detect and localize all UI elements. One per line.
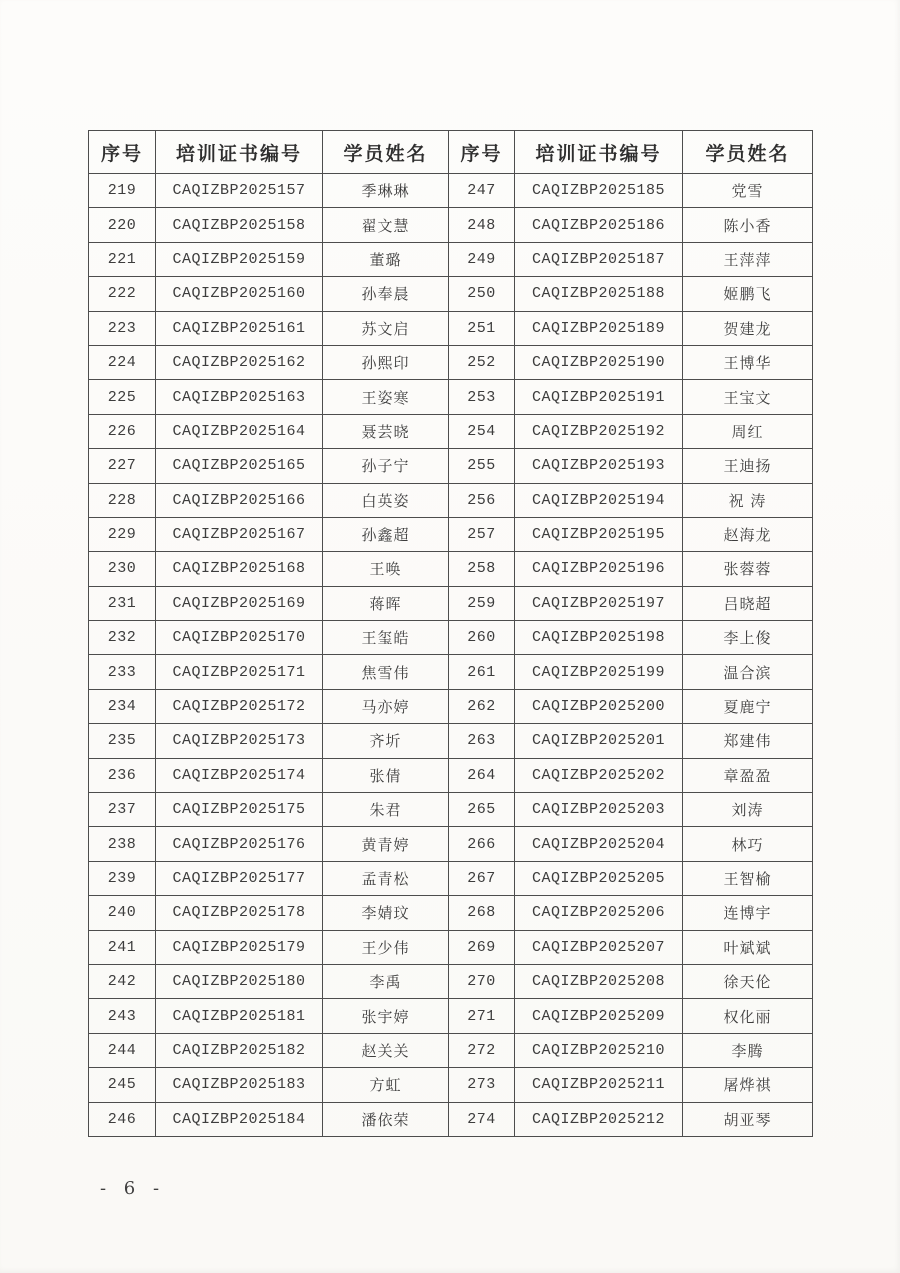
student-name-cell: 胡亚琴 bbox=[683, 1102, 813, 1136]
serial-cell: 238 bbox=[89, 827, 156, 861]
table-row bbox=[89, 827, 813, 861]
cert-number-cell: CAQIZBP2025191 bbox=[515, 380, 683, 414]
student-name-cell: 张蓉蓉 bbox=[683, 552, 813, 586]
cert-number-cell: CAQIZBP2025165 bbox=[156, 449, 323, 483]
cert-number-cell: CAQIZBP2025183 bbox=[156, 1068, 323, 1102]
student-name-cell: 王博华 bbox=[683, 345, 813, 379]
cert-number-cell: CAQIZBP2025194 bbox=[515, 483, 683, 517]
cert-number-cell: CAQIZBP2025171 bbox=[156, 655, 323, 689]
serial-cell: 225 bbox=[89, 380, 156, 414]
serial-cell: 233 bbox=[89, 655, 156, 689]
student-name-cell: 齐圻 bbox=[323, 724, 449, 758]
student-name-cell: 马亦婷 bbox=[323, 689, 449, 723]
serial-cell: 257 bbox=[449, 517, 515, 551]
cert-number-cell: CAQIZBP2025198 bbox=[515, 621, 683, 655]
student-name-cell: 赵海龙 bbox=[683, 517, 813, 551]
table-row bbox=[89, 483, 813, 517]
serial-cell: 253 bbox=[449, 380, 515, 414]
cert-number-cell: CAQIZBP2025206 bbox=[515, 896, 683, 930]
serial-cell: 271 bbox=[449, 999, 515, 1033]
cert-number-cell: CAQIZBP2025172 bbox=[156, 689, 323, 723]
cert-number-cell: CAQIZBP2025189 bbox=[515, 311, 683, 345]
serial-cell: 254 bbox=[449, 414, 515, 448]
cert-number-cell: CAQIZBP2025185 bbox=[515, 174, 683, 208]
student-name-cell: 王宝文 bbox=[683, 380, 813, 414]
table-row bbox=[89, 689, 813, 723]
serial-cell: 258 bbox=[449, 552, 515, 586]
serial-cell: 227 bbox=[89, 449, 156, 483]
serial-cell: 260 bbox=[449, 621, 515, 655]
cert-number-cell: CAQIZBP2025173 bbox=[156, 724, 323, 758]
cert-number-cell: CAQIZBP2025207 bbox=[515, 930, 683, 964]
student-name-cell: 祝 涛 bbox=[683, 483, 813, 517]
serial-cell: 266 bbox=[449, 827, 515, 861]
cert-number-cell: CAQIZBP2025176 bbox=[156, 827, 323, 861]
serial-cell: 237 bbox=[89, 793, 156, 827]
header-cert-right: 培训证书编号 bbox=[515, 131, 683, 174]
table-row bbox=[89, 964, 813, 998]
serial-cell: 250 bbox=[449, 277, 515, 311]
cert-number-cell: CAQIZBP2025200 bbox=[515, 689, 683, 723]
student-name-cell: 王玺皓 bbox=[323, 621, 449, 655]
student-name-cell: 王少伟 bbox=[323, 930, 449, 964]
cert-number-cell: CAQIZBP2025159 bbox=[156, 242, 323, 276]
student-name-cell: 孙子宁 bbox=[323, 449, 449, 483]
serial-cell: 255 bbox=[449, 449, 515, 483]
cert-number-cell: CAQIZBP2025179 bbox=[156, 930, 323, 964]
serial-cell: 232 bbox=[89, 621, 156, 655]
table-row bbox=[89, 242, 813, 276]
serial-cell: 269 bbox=[449, 930, 515, 964]
student-name-cell: 王智榆 bbox=[683, 861, 813, 895]
serial-cell: 226 bbox=[89, 414, 156, 448]
table-row bbox=[89, 896, 813, 930]
student-name-cell: 季琳琳 bbox=[323, 174, 449, 208]
header-name-left: 学员姓名 bbox=[323, 131, 449, 174]
serial-cell: 272 bbox=[449, 1033, 515, 1067]
cert-number-cell: CAQIZBP2025184 bbox=[156, 1102, 323, 1136]
cert-number-cell: CAQIZBP2025167 bbox=[156, 517, 323, 551]
student-name-cell: 王迪扬 bbox=[683, 449, 813, 483]
serial-cell: 263 bbox=[449, 724, 515, 758]
cert-number-cell: CAQIZBP2025177 bbox=[156, 861, 323, 895]
cert-number-cell: CAQIZBP2025158 bbox=[156, 208, 323, 242]
cert-number-cell: CAQIZBP2025182 bbox=[156, 1033, 323, 1067]
student-name-cell: 刘涛 bbox=[683, 793, 813, 827]
cert-number-cell: CAQIZBP2025175 bbox=[156, 793, 323, 827]
serial-cell: 245 bbox=[89, 1068, 156, 1102]
serial-cell: 223 bbox=[89, 311, 156, 345]
student-name-cell: 夏鹿宁 bbox=[683, 689, 813, 723]
table-row bbox=[89, 449, 813, 483]
table-row bbox=[89, 655, 813, 689]
table-row bbox=[89, 311, 813, 345]
cert-number-cell: CAQIZBP2025192 bbox=[515, 414, 683, 448]
student-name-cell: 连博宇 bbox=[683, 896, 813, 930]
table-row bbox=[89, 1068, 813, 1102]
serial-cell: 228 bbox=[89, 483, 156, 517]
serial-cell: 234 bbox=[89, 689, 156, 723]
cert-number-cell: CAQIZBP2025170 bbox=[156, 621, 323, 655]
table-row bbox=[89, 793, 813, 827]
trainee-roster-table bbox=[88, 130, 813, 1137]
table-row bbox=[89, 621, 813, 655]
header-name-right: 学员姓名 bbox=[683, 131, 813, 174]
cert-number-cell: CAQIZBP2025197 bbox=[515, 586, 683, 620]
cert-number-cell: CAQIZBP2025160 bbox=[156, 277, 323, 311]
serial-cell: 247 bbox=[449, 174, 515, 208]
student-name-cell: 黄青婷 bbox=[323, 827, 449, 861]
serial-cell: 262 bbox=[449, 689, 515, 723]
serial-cell: 219 bbox=[89, 174, 156, 208]
student-name-cell: 方虹 bbox=[323, 1068, 449, 1102]
table-row bbox=[89, 345, 813, 379]
serial-cell: 265 bbox=[449, 793, 515, 827]
table-row bbox=[89, 999, 813, 1033]
student-name-cell: 林巧 bbox=[683, 827, 813, 861]
serial-cell: 229 bbox=[89, 517, 156, 551]
student-name-cell: 焦雪伟 bbox=[323, 655, 449, 689]
table-row bbox=[89, 174, 813, 208]
table-row bbox=[89, 586, 813, 620]
cert-number-cell: CAQIZBP2025181 bbox=[156, 999, 323, 1033]
cert-number-cell: CAQIZBP2025163 bbox=[156, 380, 323, 414]
cert-number-cell: CAQIZBP2025204 bbox=[515, 827, 683, 861]
student-name-cell: 孙奉晨 bbox=[323, 277, 449, 311]
cert-number-cell: CAQIZBP2025203 bbox=[515, 793, 683, 827]
serial-cell: 261 bbox=[449, 655, 515, 689]
serial-cell: 268 bbox=[449, 896, 515, 930]
student-name-cell: 王唤 bbox=[323, 552, 449, 586]
serial-cell: 270 bbox=[449, 964, 515, 998]
table-body bbox=[89, 174, 813, 1137]
student-name-cell: 李腾 bbox=[683, 1033, 813, 1067]
serial-cell: 264 bbox=[449, 758, 515, 792]
cert-number-cell: CAQIZBP2025188 bbox=[515, 277, 683, 311]
student-name-cell: 蒋晖 bbox=[323, 586, 449, 620]
cert-number-cell: CAQIZBP2025202 bbox=[515, 758, 683, 792]
serial-cell: 252 bbox=[449, 345, 515, 379]
cert-number-cell: CAQIZBP2025164 bbox=[156, 414, 323, 448]
cert-number-cell: CAQIZBP2025190 bbox=[515, 345, 683, 379]
table-row bbox=[89, 208, 813, 242]
student-name-cell: 朱君 bbox=[323, 793, 449, 827]
student-name-cell: 李上俊 bbox=[683, 621, 813, 655]
student-name-cell: 李婧玟 bbox=[323, 896, 449, 930]
cert-number-cell: CAQIZBP2025211 bbox=[515, 1068, 683, 1102]
serial-cell: 240 bbox=[89, 896, 156, 930]
serial-cell: 244 bbox=[89, 1033, 156, 1067]
cert-number-cell: CAQIZBP2025178 bbox=[156, 896, 323, 930]
student-name-cell: 李禹 bbox=[323, 964, 449, 998]
student-name-cell: 贺建龙 bbox=[683, 311, 813, 345]
cert-number-cell: CAQIZBP2025199 bbox=[515, 655, 683, 689]
serial-cell: 243 bbox=[89, 999, 156, 1033]
cert-number-cell: CAQIZBP2025180 bbox=[156, 964, 323, 998]
header-serial-right: 序号 bbox=[449, 131, 515, 174]
table-row bbox=[89, 930, 813, 964]
student-name-cell: 屠烨祺 bbox=[683, 1068, 813, 1102]
student-name-cell: 温合滨 bbox=[683, 655, 813, 689]
table-row bbox=[89, 380, 813, 414]
serial-cell: 248 bbox=[449, 208, 515, 242]
cert-number-cell: CAQIZBP2025209 bbox=[515, 999, 683, 1033]
student-name-cell: 党雪 bbox=[683, 174, 813, 208]
table-row bbox=[89, 517, 813, 551]
table-row bbox=[89, 1033, 813, 1067]
serial-cell: 222 bbox=[89, 277, 156, 311]
student-name-cell: 聂芸晓 bbox=[323, 414, 449, 448]
cert-number-cell: CAQIZBP2025196 bbox=[515, 552, 683, 586]
cert-number-cell: CAQIZBP2025187 bbox=[515, 242, 683, 276]
serial-cell: 251 bbox=[449, 311, 515, 345]
header-cert-left: 培训证书编号 bbox=[156, 131, 323, 174]
serial-cell: 256 bbox=[449, 483, 515, 517]
student-name-cell: 孙熙印 bbox=[323, 345, 449, 379]
student-name-cell: 周红 bbox=[683, 414, 813, 448]
serial-cell: 224 bbox=[89, 345, 156, 379]
serial-cell: 241 bbox=[89, 930, 156, 964]
student-name-cell: 孙鑫超 bbox=[323, 517, 449, 551]
cert-number-cell: CAQIZBP2025208 bbox=[515, 964, 683, 998]
student-name-cell: 陈小香 bbox=[683, 208, 813, 242]
table-row bbox=[89, 724, 813, 758]
serial-cell: 259 bbox=[449, 586, 515, 620]
student-name-cell: 张宇婷 bbox=[323, 999, 449, 1033]
serial-cell: 220 bbox=[89, 208, 156, 242]
student-name-cell: 姬鹏飞 bbox=[683, 277, 813, 311]
cert-number-cell: CAQIZBP2025210 bbox=[515, 1033, 683, 1067]
student-name-cell: 张倩 bbox=[323, 758, 449, 792]
serial-cell: 221 bbox=[89, 242, 156, 276]
serial-cell: 230 bbox=[89, 552, 156, 586]
cert-number-cell: CAQIZBP2025162 bbox=[156, 345, 323, 379]
table-row bbox=[89, 1102, 813, 1136]
cert-number-cell: CAQIZBP2025195 bbox=[515, 517, 683, 551]
cert-number-cell: CAQIZBP2025193 bbox=[515, 449, 683, 483]
table-row bbox=[89, 414, 813, 448]
serial-cell: 274 bbox=[449, 1102, 515, 1136]
student-name-cell: 翟文慧 bbox=[323, 208, 449, 242]
cert-number-cell: CAQIZBP2025201 bbox=[515, 724, 683, 758]
table-row bbox=[89, 758, 813, 792]
table-header-row bbox=[89, 131, 813, 174]
serial-cell: 249 bbox=[449, 242, 515, 276]
cert-number-cell: CAQIZBP2025169 bbox=[156, 586, 323, 620]
cert-number-cell: CAQIZBP2025157 bbox=[156, 174, 323, 208]
student-name-cell: 苏文启 bbox=[323, 311, 449, 345]
student-name-cell: 章盈盈 bbox=[683, 758, 813, 792]
serial-cell: 236 bbox=[89, 758, 156, 792]
student-name-cell: 叶斌斌 bbox=[683, 930, 813, 964]
student-name-cell: 白英姿 bbox=[323, 483, 449, 517]
cert-number-cell: CAQIZBP2025212 bbox=[515, 1102, 683, 1136]
cert-number-cell: CAQIZBP2025186 bbox=[515, 208, 683, 242]
serial-cell: 242 bbox=[89, 964, 156, 998]
cert-number-cell: CAQIZBP2025168 bbox=[156, 552, 323, 586]
serial-cell: 246 bbox=[89, 1102, 156, 1136]
cert-number-cell: CAQIZBP2025161 bbox=[156, 311, 323, 345]
table-row bbox=[89, 277, 813, 311]
cert-number-cell: CAQIZBP2025174 bbox=[156, 758, 323, 792]
student-name-cell: 权化丽 bbox=[683, 999, 813, 1033]
header-serial-left: 序号 bbox=[89, 131, 156, 174]
table-row bbox=[89, 861, 813, 895]
serial-cell: 267 bbox=[449, 861, 515, 895]
student-name-cell: 潘依荣 bbox=[323, 1102, 449, 1136]
table-row bbox=[89, 552, 813, 586]
student-name-cell: 董璐 bbox=[323, 242, 449, 276]
serial-cell: 239 bbox=[89, 861, 156, 895]
student-name-cell: 王萍萍 bbox=[683, 242, 813, 276]
serial-cell: 231 bbox=[89, 586, 156, 620]
student-name-cell: 徐天伦 bbox=[683, 964, 813, 998]
student-name-cell: 郑建伟 bbox=[683, 724, 813, 758]
cert-number-cell: CAQIZBP2025205 bbox=[515, 861, 683, 895]
student-name-cell: 孟青松 bbox=[323, 861, 449, 895]
cert-number-cell: CAQIZBP2025166 bbox=[156, 483, 323, 517]
student-name-cell: 吕晓超 bbox=[683, 586, 813, 620]
serial-cell: 235 bbox=[89, 724, 156, 758]
student-name-cell: 王姿寒 bbox=[323, 380, 449, 414]
page-number: - 6 - bbox=[100, 1178, 166, 1199]
serial-cell: 273 bbox=[449, 1068, 515, 1102]
student-name-cell: 赵关关 bbox=[323, 1033, 449, 1067]
